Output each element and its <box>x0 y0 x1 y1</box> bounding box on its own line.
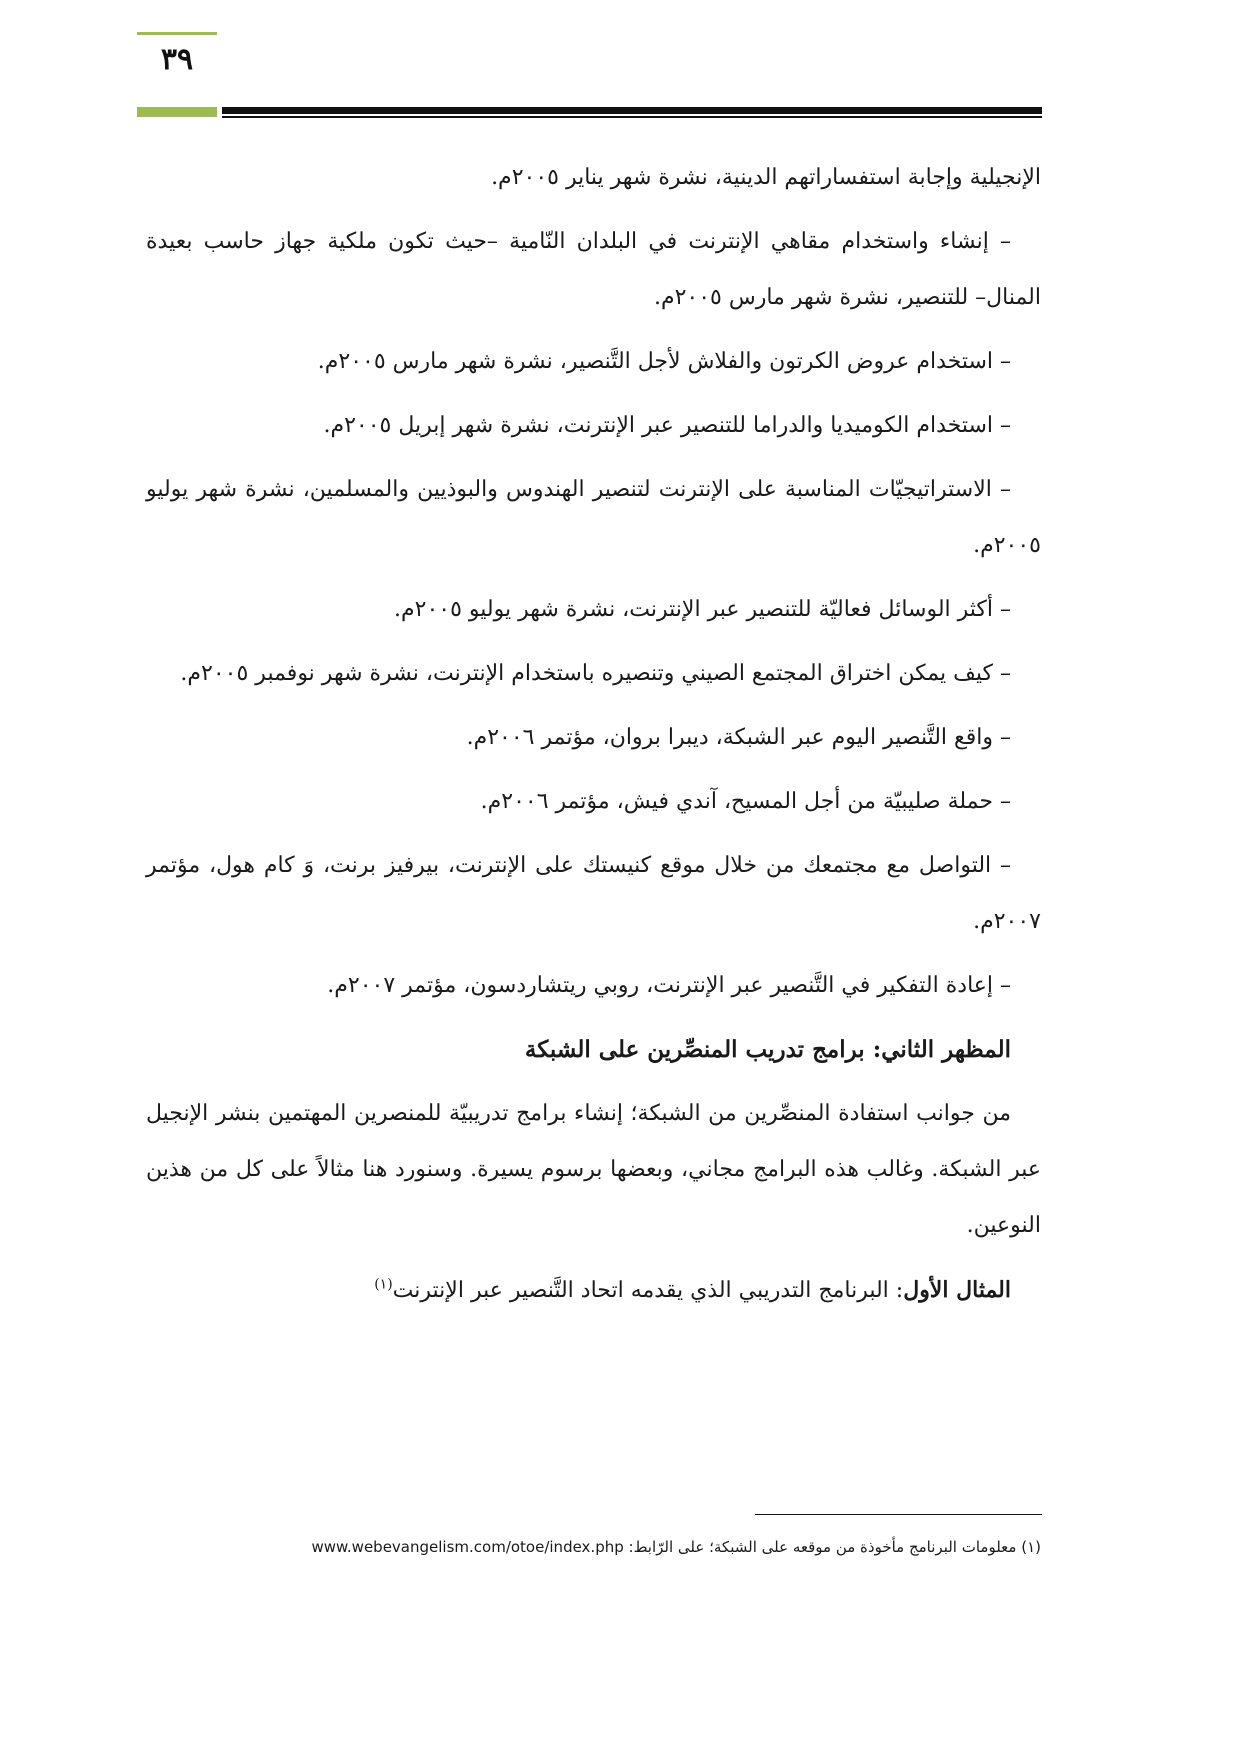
example-label: المثال الأول <box>903 1277 1011 1303</box>
footnote-divider <box>755 1514 1042 1515</box>
section-heading-text: : برامج تدريب المنصِّرين على الشبكة <box>524 1036 882 1063</box>
list-item: – أكثر الوسائل فعاليّة للتنصير عبر الإنترنت، نشرة شهر يوليو ٢٠٠٥م. <box>394 597 1011 622</box>
section-heading <box>146 1022 1041 1078</box>
list-item: – التواصل مع مجتمعك من خلال موقع كنيستك على الإنترنت، بيرفيز برنت، وَ كام هول، مؤتمر ٢٠٠٧م. <box>146 853 1041 934</box>
section-heading-label: المظهر الثاني <box>881 1036 1011 1063</box>
footnote-text: (١) معلومات البرنامج مأخوذة من موقعه على الشبكة؛ على الرّابط: <box>623 1538 1041 1556</box>
body-paragraph: من جوانب استفادة المنصِّرين من الشبكة؛ إنشاء برامج تدريبيّة للمنصرين المهتمين بنشر الإنجيل عبر الشبكة. وغالب هذه البرامج مجاني، وبعضها برسوم يسيرة. وسنورد هنا مثالاً على كل من هذين النوعين. <box>146 1101 1041 1238</box>
footnote-reference: (١) <box>374 1276 393 1293</box>
header-accent-bar-bottom <box>137 107 217 117</box>
page-number: ٣٩ <box>160 42 194 77</box>
page-body <box>146 150 1041 1327</box>
list-item: – الاستراتيجيّات المناسبة على الإنترنت لتنصير الهندوس والبوذيين والمسلمين، نشرة شهر يوليو ٢٠٠٥م. <box>146 477 1041 558</box>
example-heading <box>146 1262 1041 1319</box>
list-item: – إعادة التفكير في التَّنصير عبر الإنترنت، روبي ريتشاردسون، مؤتمر ٢٠٠٧م. <box>327 973 1011 998</box>
list-item: – استخدام عروض الكرتون والفلاش لأجل التَّنصير، نشرة شهر مارس ٢٠٠٥م. <box>317 349 1011 374</box>
header-rule-thick <box>222 107 1042 114</box>
header-rule-thin <box>222 116 1042 118</box>
list-item: – استخدام الكوميديا والدراما للتنصير عبر الإنترنت، نشرة شهر إبريل ٢٠٠٥م. <box>323 413 1011 438</box>
footnote-url: www.webevangelism.com/otoe/index.php <box>311 1538 624 1556</box>
example-text: : البرنامج التدريبي الذي يقدمه اتحاد التَّنصير عبر الإنترنت <box>392 1278 904 1303</box>
list-item: – إنشاء واستخدام مقاهي الإنترنت في البلدان النّامية –حيث تكون ملكية جهاز حاسب بعيدة المنال– للتنصير، نشرة شهر مارس ٢٠٠٥م. <box>146 229 1041 310</box>
list-item: – كيف يمكن اختراق المجتمع الصيني وتنصيره باستخدام الإنترنت، نشرة شهر نوفمبر ٢٠٠٥م. <box>180 661 1011 686</box>
list-item: – واقع التَّنصير اليوم عبر الشبكة، ديبرا بروان، مؤتمر ٢٠٠٦م. <box>466 725 1011 750</box>
page-header <box>0 0 1240 130</box>
header-accent-bar-top <box>137 32 217 35</box>
continued-line: الإنجيلية وإجابة استفساراتهم الدينية، نشرة شهر يناير ٢٠٠٥م. <box>491 165 1041 190</box>
list-item: – حملة صليبيّة من أجل المسيح، آندي فيش، مؤتمر ٢٠٠٦م. <box>480 789 1011 814</box>
footnote <box>146 1535 1041 1559</box>
